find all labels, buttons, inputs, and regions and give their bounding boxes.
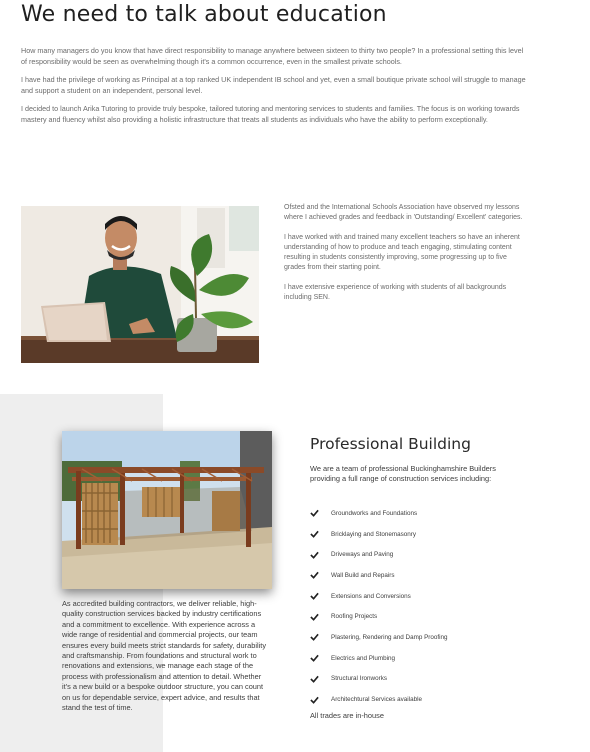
checkmark-icon: [310, 551, 319, 559]
list-item: [310, 565, 540, 586]
intro-paragraph: I have had the privilege of working as Principal at a top ranked UK independent IB school and yet, even a small boutique private school will struggle to manage and support a student on an independent, personal level.: [21, 75, 526, 95]
list-item: [310, 503, 540, 524]
checkmark-icon: [310, 633, 319, 641]
intro-paragraph: I decided to launch Arika Tutoring to provide truly bespoke, tailored tutoring and mentoring services to students and families. The focus is on working towards mastery and fluency whilst also providing a holistic infrastructure that treats all students as individuals who have the ability to perform exceptionally.: [21, 104, 520, 124]
pergola-photo-illustration: [62, 431, 272, 589]
service-label: Structural Ironworks: [331, 675, 387, 683]
checkmark-icon: [310, 530, 319, 538]
section-intro: We are a team of professional Buckinghamshire Builders providing a full range of construction services including:: [310, 464, 496, 484]
tutor-photo: [21, 206, 259, 363]
services-list: [310, 503, 540, 710]
checkmark-icon: [310, 675, 319, 683]
checkmark-icon: [310, 696, 319, 704]
list-item: [310, 627, 540, 648]
intro-paragraph: How many managers do you know that have direct responsibility to manage anywhere between sixteen to thirty two people? In a professional setting this level of responsibility would be seen as overwhelming though it's a common occurrence, even in the smallest private schools.: [21, 46, 524, 66]
service-label: Groundworks and Foundations: [331, 509, 418, 517]
list-item: [310, 544, 540, 565]
list-item: [310, 586, 540, 607]
service-label: Extensions and Conversions: [331, 592, 411, 600]
list-item: [310, 669, 540, 690]
bio-paragraph: I have extensive experience of working with students of all backgrounds including SEN.: [284, 283, 507, 302]
list-item: [310, 606, 540, 627]
list-item: [310, 648, 540, 669]
checkmark-icon: [310, 571, 319, 579]
checkmark-icon: [310, 654, 319, 662]
page-title: We need to talk about education: [21, 2, 387, 27]
pergola-photo: [62, 431, 272, 589]
service-label: Architechtural Services available: [331, 696, 422, 704]
trades-note: All trades are in-house: [310, 711, 384, 720]
service-label: Bricklaying and Stonemasonry: [331, 530, 417, 538]
intro-section: [21, 46, 526, 133]
list-item: [310, 524, 540, 545]
building-description: As accredited building contractors, we deliver reliable, high-quality construction services backed by industry certifications and a commitment to excellence. With experience across a wide range of residential and commercial projects, our team ensures every build meets strict standards for safety, durability and craftsmanship. From foundations and structural work to renovations and extensions, we manage each stage of the process with professionalism and attention to detail. Whether it's a new build or a bespoke outdoor structure, you can count on us for dependable service, expert advice, and results that stand the test of time.: [62, 599, 267, 713]
bio-section: [284, 203, 524, 312]
checkmark-icon: [310, 509, 319, 517]
tutor-photo-illustration: [21, 206, 259, 363]
list-item: [310, 689, 540, 710]
service-label: Electrics and Plumbing: [331, 654, 396, 662]
checkmark-icon: [310, 592, 319, 600]
section-title: Professional Building: [310, 435, 471, 453]
checkmark-icon: [310, 613, 319, 621]
bio-paragraph: I have worked with and trained many excellent teachers so have an inherent understanding of how to produce and teach engaging, stimulating content resulting in students consistently improving, some progressing up to five grades from their starting point.: [284, 233, 520, 272]
service-label: Driveways and Paving: [331, 551, 394, 559]
service-label: Roofing Projects: [331, 613, 378, 621]
service-label: Plastering, Rendering and Damp Proofing: [331, 633, 448, 641]
bio-paragraph: Ofsted and the International Schools Association have observed my lessons where I achieved grades and feedback in 'Outstanding/ Excellent' categories.: [284, 204, 523, 222]
service-label: Wall Build and Repairs: [331, 571, 395, 579]
